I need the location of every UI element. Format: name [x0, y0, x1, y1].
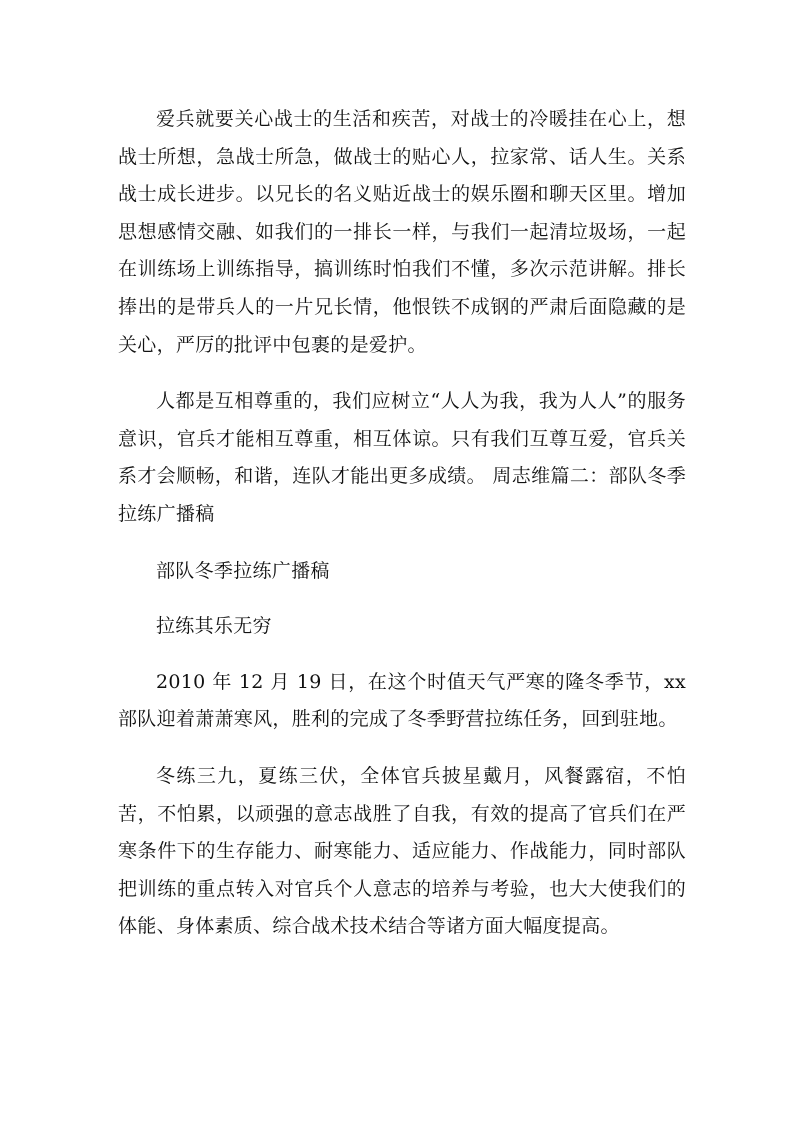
paragraph-return-date: 2010 年 12 月 19 日，在这个时值天气严寒的隆冬季节，xx 部队迎着萧萧寒风，胜利的完成了冬季野营拉练任务，回到驻地。 — [118, 670, 686, 731]
section-title: 部队冬季拉练广播稿 — [156, 559, 330, 582]
paragraph-care-for-soldiers: 爱兵就要关心战士的生活和疾苦，对战士的冷暖挂在心上，想战士所想，急战士所急，做战士的贴心人，拉家常、话人生。关系战士成长进步。以兄长的名义贴近战士的娱乐圈和聊天区里。增加思想感情交融、如我们的一排长一样，与我们一起清垃圾场，一起在训练场上训练指导，搞训练时怕我们不懂，多次示范讲解。排长捧出的是带兵人的一片兄长情，他恨铁不成钢的严肃后面隐藏的是关心，严厉的批评中包裹的是爱护。 — [118, 108, 686, 356]
document-body — [118, 101, 686, 965]
paragraph-training-results: 冬练三九，夏练三伏，全体官兵披星戴月，风餐露宿，不怕苦，不怕累，以顽强的意志战胜了自我，有效的提高了官兵们在严寒条件下的生存能力、耐寒能力、适应能力、作战能力，同时部队把训练的重点转入对官兵个人意志的培养与考验，也大大使我们的体能、身体素质、综合战术技术结合等诸方面大幅度提高。 — [118, 764, 686, 938]
paragraph-mutual-respect: 人都是互相尊重的，我们应树立“人人为我，我为人人”的服务意识，官兵才能相互尊重，相互体谅。只有我们互尊互爱，官兵关系才会顺畅，和谐，连队才能出更多成绩。 周志维篇二：部队冬季拉练广播稿 — [118, 390, 686, 525]
section-subtitle: 拉练其乐无穷 — [156, 615, 272, 638]
